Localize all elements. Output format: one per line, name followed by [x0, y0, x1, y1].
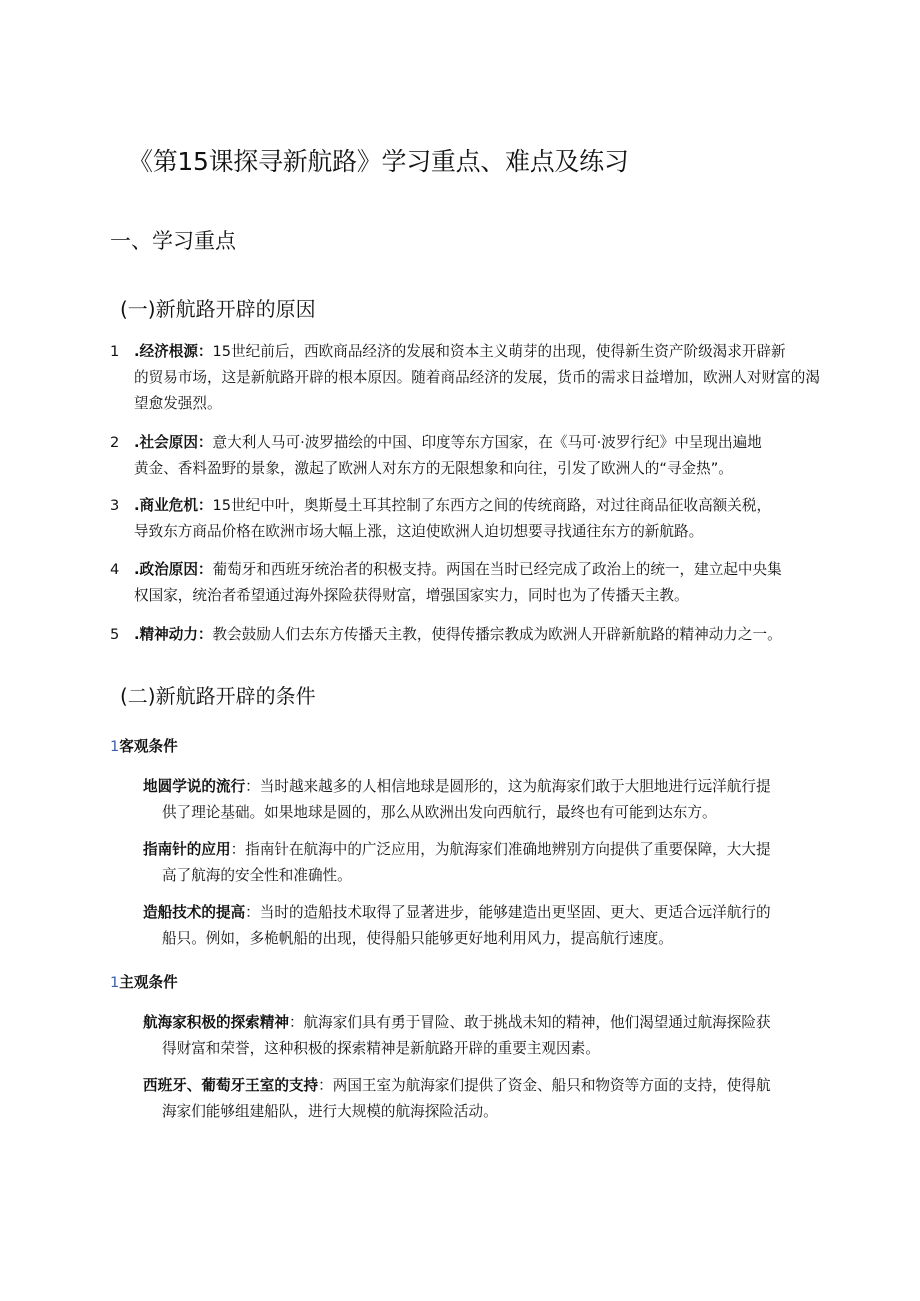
list-item — [143, 837, 813, 889]
condition-text-rest: 得财富和荣誉，这种积极的探索精神是新航路开辟的重要主观因素。 — [162, 1040, 600, 1057]
item-label: .社会原因： — [134, 434, 213, 451]
list-item — [143, 1073, 813, 1125]
condition-text-line1: ：指南针在航海中的广泛应用，为航海家们准确地辨别方向提供了重要保障，大大提 — [230, 841, 771, 858]
list-item — [110, 493, 830, 545]
item-text-line1: 教会鼓励人们去东方传播天主教，使得传播宗教成为欧洲人开辟新航路的精神动力之一。 — [212, 626, 782, 643]
list-item — [143, 774, 813, 826]
list-item — [110, 430, 830, 482]
item-text-line1: 15世纪前后，西欧商品经济的发展和资本主义萌芽的出现，使得新生资产阶级渴求开辟新 — [212, 343, 786, 360]
item-number: 5 — [110, 626, 120, 643]
subjective-conditions-heading — [110, 971, 178, 995]
condition-label: 指南针的应用 — [143, 841, 231, 858]
subjective-label: 主观条件 — [119, 974, 178, 991]
subsection-heading-conditions: (二)新航路开辟的条件 — [120, 684, 316, 708]
condition-text-line1: ：两国王室为航海家们提供了资金、船只和物资等方面的支持，使得航 — [318, 1077, 771, 1094]
subsection-heading-causes: (一)新航路开辟的原因 — [120, 297, 316, 321]
item-number: 4 — [110, 561, 120, 578]
item-text-rest: 权国家，统治者希望通过海外探险获得财富，增强国家实力，同时也为了传播天主教。 — [134, 587, 689, 604]
condition-text-rest: 海家们能够组建船队，进行大规模的航海探险活动。 — [162, 1103, 498, 1120]
condition-text-line1: ：当时越来越多的人相信地球是圆形的，这为航海家们敢于大胆地进行远洋航行提 — [245, 778, 771, 795]
item-text-line1: 葡萄牙和西班牙统治者的积极支持。两国在当时已经完成了政治上的统一，建立起中央集 — [212, 561, 782, 578]
item-number: 3 — [110, 497, 120, 514]
condition-text-rest: 船只。例如，多桅帆船的出现，使得船只能够更好地利用风力，提高航行速度。 — [162, 930, 673, 947]
condition-text-line1: ：航海家们具有勇于冒险、敢于挑战未知的精神，他们渴望通过航海探险获 — [288, 1014, 771, 1031]
condition-label: 造船技术的提高 — [143, 904, 246, 921]
condition-label: 西班牙、葡萄牙王室的支持 — [143, 1077, 319, 1094]
condition-label: 航海家积极的探索精神 — [143, 1014, 289, 1031]
item-label: .商业危机： — [134, 497, 213, 514]
item-label: .经济根源： — [134, 343, 213, 360]
condition-text-rest: 供了理论基础。如果地球是圆的，那么从欧洲出发向西航行，最终也有可能到达东方。 — [162, 804, 717, 821]
objective-number: 1 — [110, 738, 120, 755]
item-number: 1 — [110, 343, 120, 360]
objective-conditions-heading — [110, 735, 178, 759]
item-text-rest: 导致东方商品价格在欧洲市场大幅上涨，这迫使欧洲人迫切想要寻找通往东方的新航路。 — [134, 523, 704, 540]
list-item — [110, 622, 830, 648]
item-label: .精神动力： — [134, 626, 213, 643]
item-text-rest: 黄金、香料盈野的景象，激起了欧洲人对东方的无限想象和向往，引发了欧洲人的“寻金热”。 — [134, 460, 733, 477]
item-text-rest: 的贸易市场，这是新航路开辟的根本原因。随着商品经济的发展，货币的需求日益增加，欧洲人对财富的渴望愈发强烈。 — [134, 369, 820, 412]
condition-text-line1: ：当时的造船技术取得了显著进步，能够建造出更坚固、更大、更适合远洋航行的 — [245, 904, 771, 921]
objective-label: 客观条件 — [119, 738, 178, 755]
item-text-line1: 15世纪中叶，奥斯曼土耳其控制了东西方之间的传统商路，对过往商品征收高额关税， — [212, 497, 772, 514]
item-text-line1: 意大利人马可·波罗描绘的中国、印度等东方国家，在《马可·波罗行纪》中呈现出遍地 — [212, 434, 762, 451]
list-item — [143, 900, 813, 952]
list-item — [110, 557, 830, 609]
section-heading-key-points: 一、学习重点 — [110, 229, 236, 253]
subjective-number: 1 — [110, 974, 120, 991]
list-item — [143, 1010, 813, 1062]
document-title: 《第15课探寻新航路》学习重点、难点及练习 — [128, 147, 629, 176]
condition-text-rest: 高了航海的安全性和准确性。 — [162, 867, 352, 884]
item-label: .政治原因： — [134, 561, 213, 578]
list-item — [110, 339, 830, 417]
condition-label: 地圆学说的流行 — [143, 778, 246, 795]
item-number: 2 — [110, 434, 120, 451]
